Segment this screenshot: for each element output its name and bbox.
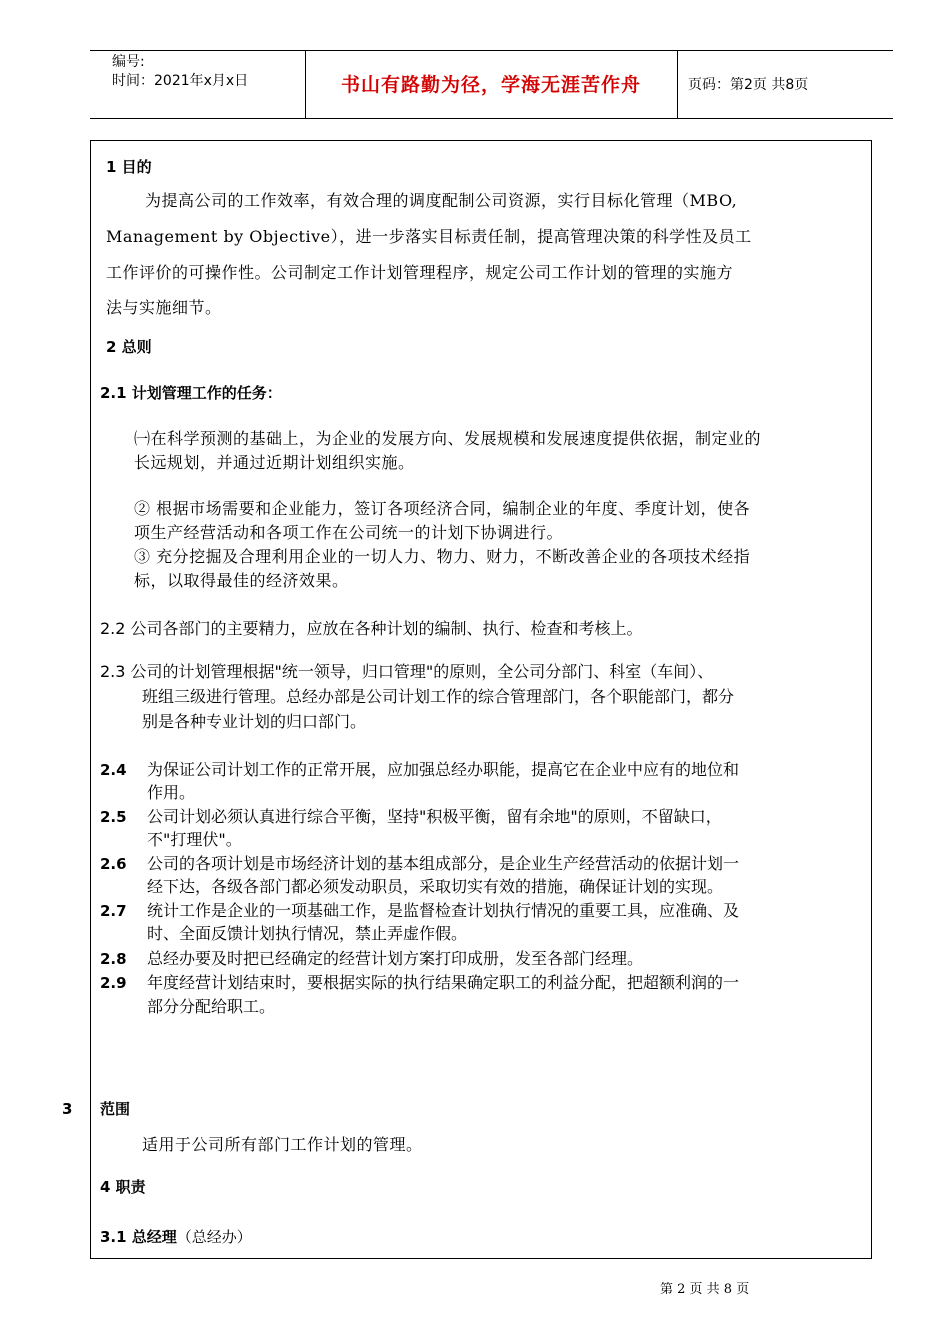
clause-2-3-line-2: 班组三级进行管理。总经办部是公司计划工作的综合管理部门，各个职能部门，都分: [142, 687, 735, 706]
clause-2-5-line-2: 不"打理伏"。: [147, 830, 242, 849]
section-1-line-4: 法与实施细节。: [106, 298, 222, 317]
task-item-3-line-2: 标，以取得最佳的经济效果。: [134, 571, 349, 590]
header-divider-right: [677, 50, 678, 118]
clause-2-9-line-1: 年度经营计划结束时，要根据实际的执行结果确定职工的利益分配，把超额利润的一: [147, 973, 740, 992]
section-3-text: 适用于公司所有部门工作计划的管理。: [142, 1135, 423, 1154]
section-1-line-3: 工作评价的可操作性。公司制定工作计划管理程序，规定公司工作计划的管理的实施方: [106, 263, 734, 282]
section-4-title: 4 职责: [100, 1178, 146, 1196]
header-number-label: 编号:: [112, 54, 145, 70]
page-footer: 第 2 页 共 8 页: [660, 1282, 750, 1297]
clause-2-6-number: 2.6: [100, 855, 127, 873]
clause-2-9-line-2: 部分分配给职工。: [147, 997, 276, 1016]
clause-2-2: 2.2 公司各部门的主要精力，应放在各种计划的编制、执行、检查和考核上。: [100, 619, 643, 638]
section-1-line-2: Management by Objective），进一步落实目标责任制，提高管理决策的科学性及员工: [106, 227, 752, 246]
clause-2-4-line-2: 作用。: [147, 783, 196, 802]
clause-2-3-line-1: 2.3 公司的计划管理根据"统一领导，归口管理"的原则，全公司分部门、科室（车间）、: [100, 662, 714, 681]
clause-2-8-line-1: 总经办要及时把已经确定的经营计划方案打印成册，发至各部门经理。: [147, 949, 644, 968]
section-3-1-title: 3.1 总经理: [100, 1228, 177, 1246]
clause-2-7-line-2: 时、全面反馈计划执行情况，禁止弄虚作假。: [147, 924, 468, 943]
task-item-1-line-1: ㈠在科学预测的基础上，为企业的发展方向、发展规模和发展速度提供依据，制定业的: [134, 429, 762, 448]
task-item-2-line-1: ② 根据市场需要和企业能力，签订各项经济合同，编制企业的年度、季度计划，使各: [134, 499, 751, 518]
clause-2-3-line-3: 别是各种专业计划的归口部门。: [142, 712, 367, 731]
header-top-rule: [90, 50, 893, 51]
section-3-number: 3: [62, 1100, 73, 1118]
section-1-title: 1 目的: [106, 158, 152, 176]
clause-2-7-number: 2.7: [100, 902, 127, 920]
section-3-1-suffix: （总经办）: [176, 1228, 252, 1246]
section-1-line-1: 为提高公司的工作效率，有效合理的调度配制公司资源，实行目标化管理（MBO,: [145, 191, 738, 210]
header-slogan: 书山有路勤为径，学海无涯苦作舟: [340, 74, 641, 96]
task-item-2-line-2: 项生产经营活动和各项工作在公司统一的计划下协调进行。: [134, 523, 564, 542]
task-item-1-line-2: 长远规划，并通过近期计划组织实施。: [134, 453, 415, 472]
clause-2-7-line-1: 统计工作是企业的一项基础工作，是监督检查计划执行情况的重要工具，应准确、及: [147, 901, 740, 920]
header-time-label: 时间：2021年x月x日: [112, 73, 249, 89]
section-2-title: 2 总则: [106, 338, 152, 356]
clause-2-4-line-1: 为保证公司计划工作的正常开展，应加强总经办职能，提高它在企业中应有的地位和: [147, 760, 740, 779]
clause-2-6-line-2: 经下达，各级各部门都必须发动职员，采取切实有效的措施，确保证计划的实现。: [147, 877, 724, 896]
task-item-3-line-1: ③ 充分挖掘及合理利用企业的一切人力、物力、财力，不断改善企业的各项技术经指: [134, 547, 751, 566]
clause-2-5-number: 2.5: [100, 808, 127, 826]
section-3-1-heading: [100, 1226, 252, 1248]
section-2-1-title: 2.1 计划管理工作的任务：: [100, 384, 282, 402]
clause-2-6-line-1: 公司的各项计划是市场经济计划的基本组成部分，是企业生产经营活动的依据计划一: [147, 854, 740, 873]
header-bottom-rule: [90, 118, 893, 119]
clause-2-4-number: 2.4: [100, 761, 127, 779]
clause-2-5-line-1: 公司计划必须认真进行综合平衡，坚持"积极平衡，留有余地"的原则，不留缺口，: [147, 807, 722, 826]
section-3-title: 范围: [100, 1100, 131, 1118]
clause-2-9-number: 2.9: [100, 974, 127, 992]
header-page-label: 页码：第2页 共8页: [688, 77, 809, 93]
clause-2-8-number: 2.8: [100, 950, 127, 968]
